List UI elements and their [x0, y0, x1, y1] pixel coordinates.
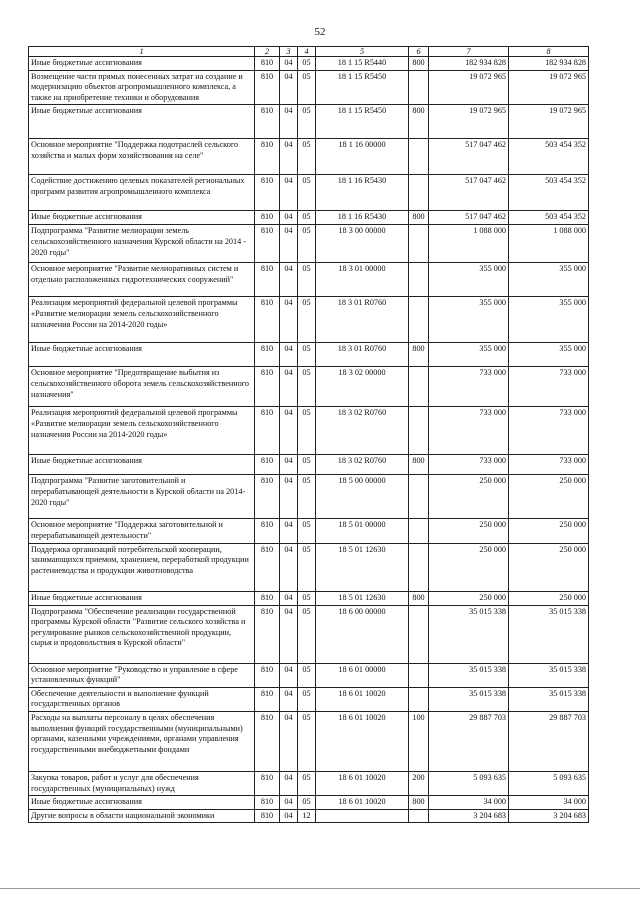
table-row	[29, 343, 589, 367]
col-expense-type-cell	[409, 297, 429, 343]
col-expense-type-cell	[409, 809, 429, 823]
col-amount-2-cell: 19 072 965	[509, 70, 589, 105]
row-name-cell: Подпрограмма "Обеспечение реализации государственной программы Курской области "Развитие сельского хозяйства и регулирование рынков сельскохозяйственной продукции, сырья и продовольствия в Курской области"	[29, 605, 255, 663]
col-target-article-cell: 18 3 02 R0760	[316, 407, 409, 455]
col-amount-1-cell: 182 934 828	[429, 57, 509, 71]
col-subsection-cell: 05	[298, 297, 316, 343]
col-subsection-cell: 05	[298, 519, 316, 543]
col-section-cell: 04	[280, 455, 298, 475]
header-col-5: 5	[316, 47, 409, 57]
table-body	[29, 57, 589, 823]
col-target-article-cell: 18 1 16 R5430	[316, 175, 409, 211]
col-ministry-cell: 810	[255, 711, 280, 771]
col-section-cell: 04	[280, 519, 298, 543]
col-target-article-cell: 18 6 01 10020	[316, 687, 409, 711]
col-amount-2-cell: 503 454 352	[509, 139, 589, 175]
col-expense-type-cell: 800	[409, 105, 429, 139]
col-amount-2-cell: 355 000	[509, 263, 589, 297]
table-row	[29, 475, 589, 519]
row-name-cell: Поддержка организаций потребительской кооперации, занимающихся приемом, хранением, переработкой продукции растениеводства и продукции животноводства	[29, 543, 255, 591]
col-target-article-cell: 18 1 15 R5440	[316, 57, 409, 71]
col-ministry-cell: 810	[255, 297, 280, 343]
col-amount-1-cell: 517 047 462	[429, 139, 509, 175]
header-col-1: 1	[29, 47, 255, 57]
col-target-article-cell: 18 6 01 00000	[316, 663, 409, 687]
col-target-article-cell: 18 1 16 00000	[316, 139, 409, 175]
table-row	[29, 139, 589, 175]
col-section-cell: 04	[280, 591, 298, 605]
col-expense-type-cell: 800	[409, 57, 429, 71]
col-amount-1-cell: 250 000	[429, 475, 509, 519]
col-target-article-cell: 18 3 02 R0760	[316, 455, 409, 475]
col-subsection-cell: 05	[298, 796, 316, 810]
budget-table-container	[28, 46, 588, 823]
row-name-cell: Подпрограмма "Развитие мелиорации земель сельскохозяйственного назначения Курской области на 2014 - 2020 годы"	[29, 225, 255, 263]
col-ministry-cell: 810	[255, 139, 280, 175]
col-expense-type-cell: 800	[409, 591, 429, 605]
col-target-article-cell: 18 3 02 00000	[316, 367, 409, 407]
col-target-article-cell: 18 1 15 R5450	[316, 105, 409, 139]
col-amount-1-cell: 3 204 683	[429, 809, 509, 823]
col-target-article-cell: 18 6 01 10020	[316, 796, 409, 810]
col-amount-1-cell: 517 047 462	[429, 175, 509, 211]
col-subsection-cell: 05	[298, 343, 316, 367]
col-section-cell: 04	[280, 809, 298, 823]
col-expense-type-cell	[409, 475, 429, 519]
col-expense-type-cell: 800	[409, 796, 429, 810]
row-name-cell: Основное мероприятие "Развитие мелиоративных систем и отдельно расположенных гидротехнических сооружений"	[29, 263, 255, 297]
col-ministry-cell: 810	[255, 367, 280, 407]
col-expense-type-cell	[409, 519, 429, 543]
row-name-cell: Расходы на выплаты персоналу в целях обеспечения выполнения функций государственными (муниципальными) органами, казенными учреждениями, органами управления государственными внебюджетными фондами	[29, 711, 255, 771]
col-amount-2-cell: 250 000	[509, 475, 589, 519]
header-col-7: 7	[429, 47, 509, 57]
col-target-article-cell: 18 1 16 R5430	[316, 211, 409, 225]
col-ministry-cell: 810	[255, 263, 280, 297]
row-name-cell: Закупка товаров, работ и услуг для обеспечения государственных (муниципальных) нужд	[29, 771, 255, 795]
col-amount-2-cell: 733 000	[509, 407, 589, 455]
col-amount-1-cell: 250 000	[429, 543, 509, 591]
col-subsection-cell: 05	[298, 605, 316, 663]
col-ministry-cell: 810	[255, 591, 280, 605]
col-amount-2-cell: 1 088 000	[509, 225, 589, 263]
col-amount-1-cell: 35 015 338	[429, 605, 509, 663]
col-target-article-cell: 18 6 00 00000	[316, 605, 409, 663]
col-section-cell: 04	[280, 105, 298, 139]
col-expense-type-cell	[409, 70, 429, 105]
col-amount-2-cell: 250 000	[509, 543, 589, 591]
row-name-cell: Содействие достижению целевых показателей региональных программ развития агропромышленного комплекса	[29, 175, 255, 211]
table-row	[29, 591, 589, 605]
col-amount-2-cell: 35 015 338	[509, 687, 589, 711]
col-subsection-cell: 05	[298, 105, 316, 139]
table-row	[29, 105, 589, 139]
col-expense-type-cell	[409, 175, 429, 211]
table-row	[29, 211, 589, 225]
header-col-6: 6	[409, 47, 429, 57]
col-section-cell: 04	[280, 57, 298, 71]
col-section-cell: 04	[280, 343, 298, 367]
col-ministry-cell: 810	[255, 225, 280, 263]
col-amount-2-cell: 355 000	[509, 343, 589, 367]
col-section-cell: 04	[280, 605, 298, 663]
col-section-cell: 04	[280, 687, 298, 711]
col-target-article-cell	[316, 809, 409, 823]
col-ministry-cell: 810	[255, 519, 280, 543]
col-section-cell: 04	[280, 711, 298, 771]
col-ministry-cell: 810	[255, 70, 280, 105]
col-section-cell: 04	[280, 211, 298, 225]
row-name-cell: Основное мероприятие "Руководство и управление в сфере установленных функций"	[29, 663, 255, 687]
col-expense-type-cell: 200	[409, 771, 429, 795]
col-subsection-cell: 05	[298, 70, 316, 105]
col-expense-type-cell: 800	[409, 211, 429, 225]
row-name-cell: Реализация мероприятий федеральной целевой программы «Развитие мелиорации земель сельскохозяйственного назначения России на 2014-2020 годы»	[29, 407, 255, 455]
col-target-article-cell: 18 3 01 R0760	[316, 297, 409, 343]
col-amount-2-cell: 35 015 338	[509, 663, 589, 687]
col-amount-2-cell: 19 072 965	[509, 105, 589, 139]
col-ministry-cell: 810	[255, 663, 280, 687]
col-amount-2-cell: 250 000	[509, 519, 589, 543]
table-row	[29, 809, 589, 823]
col-section-cell: 04	[280, 225, 298, 263]
col-section-cell: 04	[280, 70, 298, 105]
table-row	[29, 711, 589, 771]
col-subsection-cell: 05	[298, 175, 316, 211]
page-number: 52	[314, 26, 326, 38]
col-subsection-cell: 05	[298, 263, 316, 297]
col-subsection-cell: 12	[298, 809, 316, 823]
col-amount-1-cell: 250 000	[429, 591, 509, 605]
table-row	[29, 687, 589, 711]
col-amount-1-cell: 1 088 000	[429, 225, 509, 263]
col-subsection-cell: 05	[298, 543, 316, 591]
col-amount-2-cell: 35 015 338	[509, 605, 589, 663]
col-expense-type-cell	[409, 605, 429, 663]
col-amount-2-cell: 733 000	[509, 367, 589, 407]
col-section-cell: 04	[280, 367, 298, 407]
table-row	[29, 455, 589, 475]
row-name-cell: Реализация мероприятий федеральной целевой программы «Развитие мелиорации земель сельскохозяйственного назначения России на 2014-2020 годы»	[29, 297, 255, 343]
col-amount-2-cell: 5 093 635	[509, 771, 589, 795]
col-ministry-cell: 810	[255, 543, 280, 591]
row-name-cell: Другие вопросы в области национальной экономики	[29, 809, 255, 823]
page-bottom-divider	[0, 888, 640, 889]
row-name-cell: Иные бюджетные ассигнования	[29, 796, 255, 810]
col-amount-2-cell: 250 000	[509, 591, 589, 605]
col-subsection-cell: 05	[298, 455, 316, 475]
col-amount-2-cell: 29 887 703	[509, 711, 589, 771]
row-name-cell: Иные бюджетные ассигнования	[29, 211, 255, 225]
col-target-article-cell: 18 5 01 12630	[316, 591, 409, 605]
col-ministry-cell: 810	[255, 605, 280, 663]
col-ministry-cell: 810	[255, 771, 280, 795]
col-expense-type-cell	[409, 407, 429, 455]
row-name-cell: Подпрограмма "Развитие заготовительной и перерабатывающей деятельности в Курской области на 2014-2020 годы"	[29, 475, 255, 519]
col-expense-type-cell	[409, 263, 429, 297]
col-target-article-cell: 18 6 01 10020	[316, 771, 409, 795]
col-amount-1-cell: 517 047 462	[429, 211, 509, 225]
col-amount-1-cell: 355 000	[429, 263, 509, 297]
col-section-cell: 04	[280, 175, 298, 211]
col-target-article-cell: 18 3 01 00000	[316, 263, 409, 297]
col-amount-2-cell: 503 454 352	[509, 175, 589, 211]
col-section-cell: 04	[280, 771, 298, 795]
col-amount-2-cell: 3 204 683	[509, 809, 589, 823]
col-subsection-cell: 05	[298, 407, 316, 455]
col-ministry-cell: 810	[255, 455, 280, 475]
col-subsection-cell: 05	[298, 475, 316, 519]
col-section-cell: 04	[280, 139, 298, 175]
col-section-cell: 04	[280, 263, 298, 297]
row-name-cell: Иные бюджетные ассигнования	[29, 455, 255, 475]
row-name-cell: Обеспечение деятельности и выполнение функций государственных органов	[29, 687, 255, 711]
header-col-8: 8	[509, 47, 589, 57]
col-subsection-cell: 05	[298, 367, 316, 407]
col-subsection-cell: 05	[298, 57, 316, 71]
col-ministry-cell: 810	[255, 343, 280, 367]
col-amount-1-cell: 733 000	[429, 367, 509, 407]
col-subsection-cell: 05	[298, 139, 316, 175]
col-amount-1-cell: 355 000	[429, 343, 509, 367]
col-amount-1-cell: 250 000	[429, 519, 509, 543]
header-col-3: 3	[280, 47, 298, 57]
col-section-cell: 04	[280, 407, 298, 455]
col-target-article-cell: 18 5 01 12630	[316, 543, 409, 591]
col-amount-1-cell: 34 000	[429, 796, 509, 810]
col-section-cell: 04	[280, 475, 298, 519]
row-name-cell: Возмещение части прямых понесенных затрат на создание и модернизацию объектов агропромышленного комплекса, а также на приобретение техники и оборудования	[29, 70, 255, 105]
table-row	[29, 407, 589, 455]
row-name-cell: Иные бюджетные ассигнования	[29, 105, 255, 139]
table-row	[29, 297, 589, 343]
col-amount-1-cell: 5 093 635	[429, 771, 509, 795]
col-expense-type-cell	[409, 367, 429, 407]
table-row	[29, 367, 589, 407]
col-target-article-cell: 18 1 15 R5450	[316, 70, 409, 105]
col-subsection-cell: 05	[298, 771, 316, 795]
table-row	[29, 771, 589, 795]
table-row	[29, 263, 589, 297]
col-subsection-cell: 05	[298, 211, 316, 225]
col-expense-type-cell	[409, 139, 429, 175]
col-expense-type-cell	[409, 225, 429, 263]
col-subsection-cell: 05	[298, 663, 316, 687]
table-row	[29, 57, 589, 71]
col-amount-2-cell: 355 000	[509, 297, 589, 343]
budget-table	[28, 46, 589, 823]
row-name-cell: Иные бюджетные ассигнования	[29, 343, 255, 367]
col-subsection-cell: 05	[298, 225, 316, 263]
table-header-row	[29, 47, 589, 57]
col-section-cell: 04	[280, 297, 298, 343]
col-amount-1-cell: 733 000	[429, 407, 509, 455]
row-name-cell: Основное мероприятие "Поддержка подотраслей сельского хозяйства и малых форм хозяйствования на селе"	[29, 139, 255, 175]
col-expense-type-cell	[409, 687, 429, 711]
table-row	[29, 543, 589, 591]
col-amount-1-cell: 733 000	[429, 455, 509, 475]
table-row	[29, 70, 589, 105]
col-amount-1-cell: 29 887 703	[429, 711, 509, 771]
col-subsection-cell: 05	[298, 687, 316, 711]
table-row	[29, 225, 589, 263]
col-ministry-cell: 810	[255, 796, 280, 810]
row-name-cell: Иные бюджетные ассигнования	[29, 57, 255, 71]
col-ministry-cell: 810	[255, 57, 280, 71]
col-expense-type-cell: 100	[409, 711, 429, 771]
col-ministry-cell: 810	[255, 809, 280, 823]
col-amount-1-cell: 35 015 338	[429, 687, 509, 711]
row-name-cell: Основное мероприятие "Поддержка заготовительной и перерабатывающей деятельности"	[29, 519, 255, 543]
col-amount-1-cell: 355 000	[429, 297, 509, 343]
col-amount-1-cell: 19 072 965	[429, 105, 509, 139]
col-amount-2-cell: 733 000	[509, 455, 589, 475]
col-section-cell: 04	[280, 663, 298, 687]
col-target-article-cell: 18 6 01 10020	[316, 711, 409, 771]
col-ministry-cell: 810	[255, 175, 280, 211]
col-ministry-cell: 810	[255, 475, 280, 519]
col-expense-type-cell	[409, 663, 429, 687]
col-ministry-cell: 810	[255, 211, 280, 225]
col-expense-type-cell: 800	[409, 455, 429, 475]
col-amount-1-cell: 19 072 965	[429, 70, 509, 105]
header-col-4: 4	[298, 47, 316, 57]
col-expense-type-cell	[409, 543, 429, 591]
col-ministry-cell: 810	[255, 687, 280, 711]
table-row	[29, 796, 589, 810]
col-section-cell: 04	[280, 796, 298, 810]
col-ministry-cell: 810	[255, 105, 280, 139]
table-row	[29, 519, 589, 543]
col-subsection-cell: 05	[298, 591, 316, 605]
col-target-article-cell: 18 3 01 R0760	[316, 343, 409, 367]
col-amount-2-cell: 182 934 828	[509, 57, 589, 71]
table-row	[29, 605, 589, 663]
col-target-article-cell: 18 5 00 00000	[316, 475, 409, 519]
col-amount-2-cell: 34 000	[509, 796, 589, 810]
col-ministry-cell: 810	[255, 407, 280, 455]
table-row	[29, 663, 589, 687]
col-target-article-cell: 18 3 00 00000	[316, 225, 409, 263]
col-amount-2-cell: 503 454 352	[509, 211, 589, 225]
col-expense-type-cell: 800	[409, 343, 429, 367]
col-amount-1-cell: 35 015 338	[429, 663, 509, 687]
col-section-cell: 04	[280, 543, 298, 591]
table-row	[29, 175, 589, 211]
col-subsection-cell: 05	[298, 711, 316, 771]
row-name-cell: Иные бюджетные ассигнования	[29, 591, 255, 605]
col-target-article-cell: 18 5 01 00000	[316, 519, 409, 543]
header-col-2: 2	[255, 47, 280, 57]
row-name-cell: Основное мероприятие "Предотвращение выбытия из сельскохозяйственного оборота земель сельскохозяйственного назначения"	[29, 367, 255, 407]
